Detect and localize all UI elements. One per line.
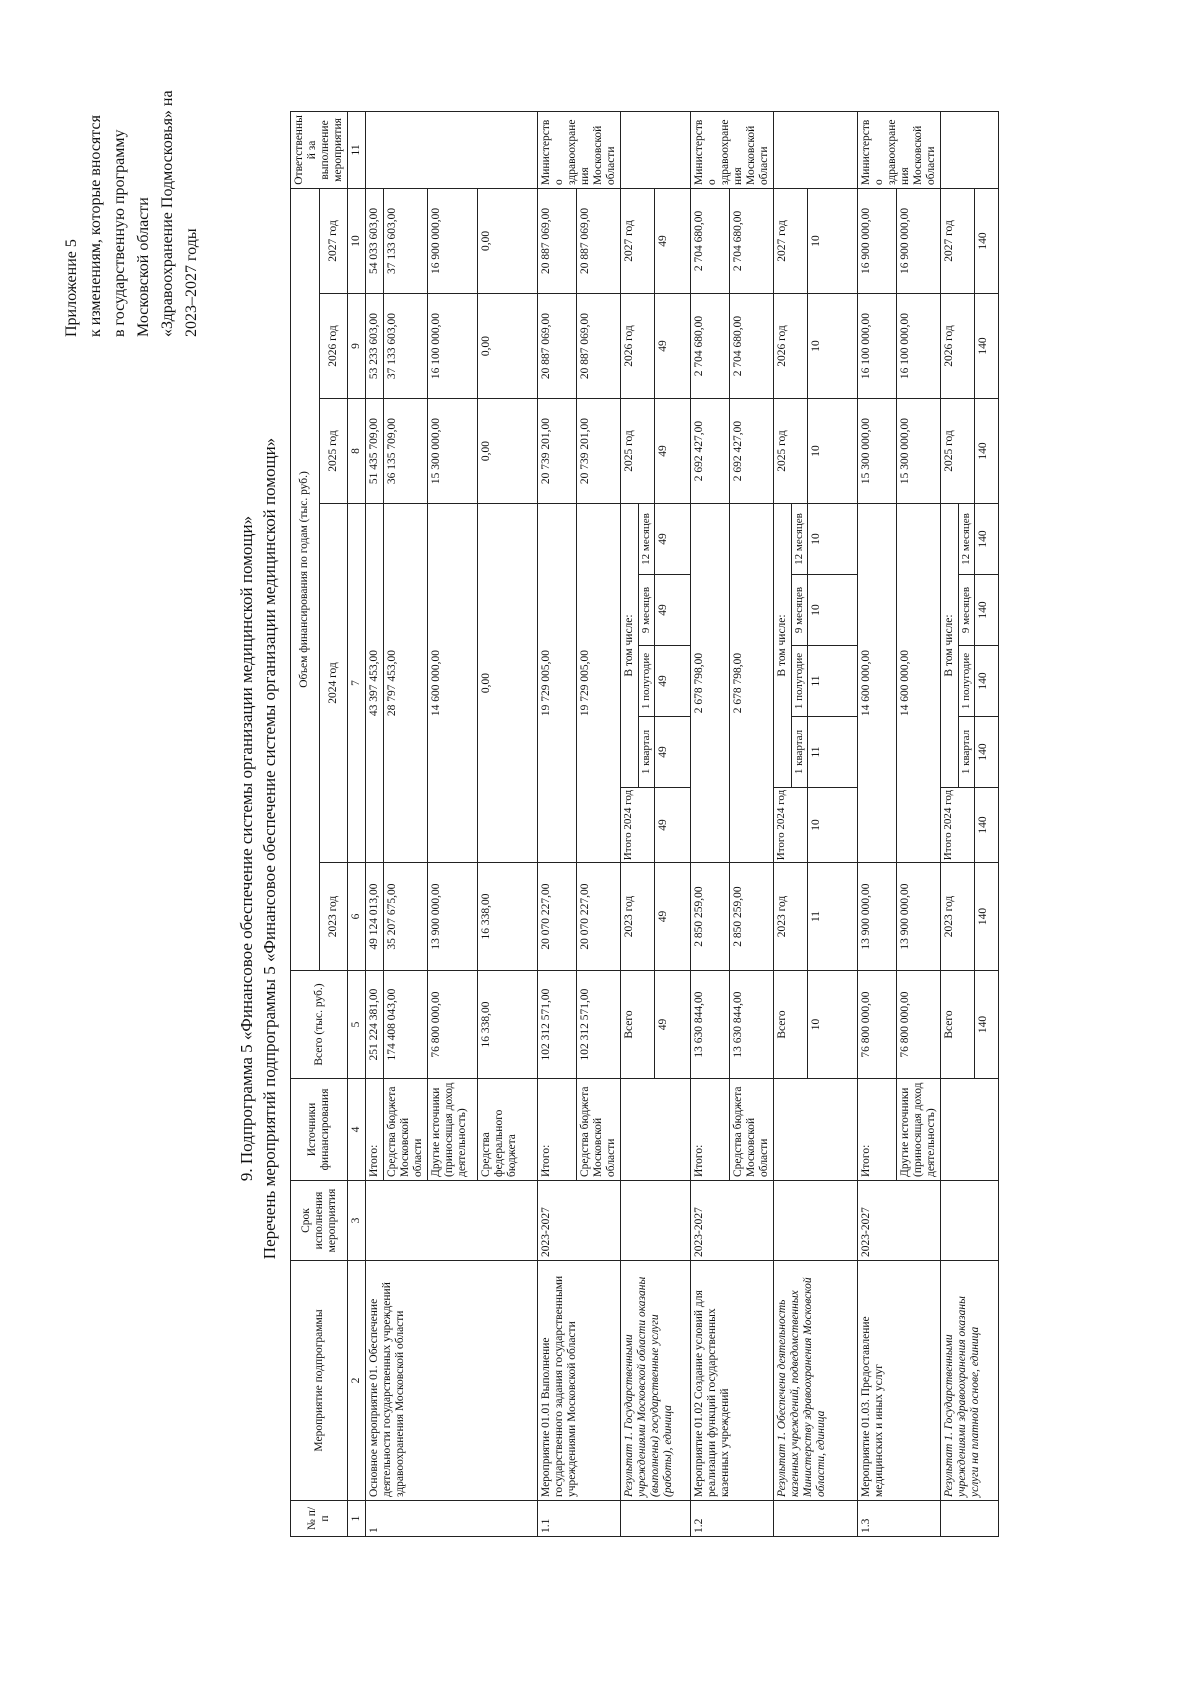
result-name: Результат 1. Государственными учреждениями Московской области оказаны (выполнены) государственные услуги (работы), единица xyxy=(621,1261,691,1501)
header-2026: 2026 год xyxy=(319,294,348,399)
result-value: 49 xyxy=(655,717,691,788)
deadline-cell xyxy=(774,1181,858,1261)
sub-total: Всего xyxy=(941,971,975,1079)
source-cell: Итого: xyxy=(858,1079,897,1181)
y2024-cell: 14 600 000,00 xyxy=(897,504,941,863)
y2023-cell: 2 850 259,00 xyxy=(691,863,730,971)
source-cell: Другие источники (приносящая доход деятельность) xyxy=(428,1079,478,1181)
header-activity: Мероприятие подпрограммы xyxy=(291,1261,348,1501)
y2027-cell: 16 900 000,00 xyxy=(858,188,897,293)
y2027-cell: 16 900 000,00 xyxy=(428,188,478,293)
header-2024: 2024 год xyxy=(319,504,348,863)
responsible-cell: Министерство здравоохранения Московской области xyxy=(858,111,941,188)
y2023-cell: 13 900 000,00 xyxy=(897,863,941,971)
result-value: 140 xyxy=(975,188,999,293)
deadline-cell xyxy=(366,1181,538,1261)
result-value: 140 xyxy=(975,294,999,399)
y2023-cell: 35 207 675,00 xyxy=(384,863,428,971)
sub-incl: В том числе: xyxy=(774,504,792,788)
table-header-row xyxy=(291,111,320,1536)
y2026-cell: 16 100 000,00 xyxy=(428,294,478,399)
sub-2027: 2027 год xyxy=(941,188,975,293)
sub-h1: 1 полугодие xyxy=(959,646,975,717)
row-num: 1.3 xyxy=(858,1501,941,1537)
deadline-cell: 2023-2027 xyxy=(691,1181,774,1261)
activity-name: Мероприятие 01.01 Выполнение государственного задания государственными учреждениями Московской области xyxy=(538,1261,621,1501)
sub-2023: 2023 год xyxy=(774,863,808,971)
subprogram-title: 9. Подпрограмма 5 «Финансовое обеспечение системы организации медицинской помощи» xyxy=(237,515,256,1182)
responsible-cell xyxy=(941,111,999,188)
result-value: 10 xyxy=(808,188,858,293)
y2025-cell: 2 692 427,00 xyxy=(730,399,774,504)
deadline-cell xyxy=(621,1181,691,1261)
activity-name: Основное мероприятие 01. Обеспечение деятельности государственных учреждений здравоохранения Московской области xyxy=(366,1261,538,1501)
sub-2023: 2023 год xyxy=(621,863,655,971)
y2027-cell: 16 900 000,00 xyxy=(897,188,941,293)
y2025-cell: 36 135 709,00 xyxy=(384,399,428,504)
sub-m12: 12 месяцев xyxy=(639,504,655,575)
result-value: 10 xyxy=(808,294,858,399)
result-name: Результат 1. Обеспечена деятельность казенных учреждений, подведомственных Министерству здравоохранения Московской области, единица xyxy=(774,1261,858,1501)
y2027-cell: 54 033 603,00 xyxy=(366,188,384,293)
result-value: 140 xyxy=(975,399,999,504)
y2027-cell: 0,00 xyxy=(478,188,538,293)
result-value: 49 xyxy=(655,788,691,863)
y2024-cell: 2 678 798,00 xyxy=(691,504,730,863)
deadline-cell: 2023-2027 xyxy=(858,1181,941,1261)
sub-2025: 2025 год xyxy=(941,399,975,504)
total-cell: 16 338,00 xyxy=(478,971,538,1079)
activities-table-wrapper xyxy=(290,112,999,1537)
y2026-cell: 37 133 603,00 xyxy=(384,294,428,399)
appendix-line: Московской области xyxy=(135,197,152,337)
result-value: 11 xyxy=(808,646,858,717)
responsible-cell: Министерство здравоохранения Московской области xyxy=(538,111,621,188)
y2024-cell: 19 729 005,00 xyxy=(577,504,621,863)
sub-h1: 1 полугодие xyxy=(639,646,655,717)
header-2023: 2023 год xyxy=(319,863,348,971)
sub-incl: В том числе: xyxy=(621,504,639,788)
activities-table xyxy=(290,111,999,1537)
sub-2025: 2025 год xyxy=(621,399,655,504)
sub-m9: 9 месяцев xyxy=(959,575,975,646)
result-value: 49 xyxy=(655,188,691,293)
sub-2026: 2026 год xyxy=(774,294,808,399)
y2027-cell: 20 887 069,00 xyxy=(577,188,621,293)
header-sources: Источники финансирования xyxy=(291,1079,348,1181)
result-header-row xyxy=(941,111,959,1536)
appendix-line: Приложение 5 xyxy=(63,239,80,337)
sub-total: Всего xyxy=(774,971,808,1079)
y2024-cell: 2 678 798,00 xyxy=(730,504,774,863)
total-cell: 102 312 571,00 xyxy=(577,971,621,1079)
result-header-row xyxy=(774,111,792,1536)
row-num xyxy=(941,1501,999,1537)
result-value: 10 xyxy=(808,788,858,863)
y2025-cell: 20 739 201,00 xyxy=(538,399,577,504)
row-num: 1.1 xyxy=(538,1501,621,1537)
y2024-cell: 14 600 000,00 xyxy=(858,504,897,863)
total-cell: 76 800 000,00 xyxy=(858,971,897,1079)
source-cell: Средства федерального бюджета xyxy=(478,1079,538,1181)
y2025-cell: 15 300 000,00 xyxy=(428,399,478,504)
y2025-cell: 20 739 201,00 xyxy=(577,399,621,504)
result-value: 49 xyxy=(655,504,691,575)
row-num xyxy=(774,1501,858,1537)
table-row xyxy=(858,111,897,1536)
result-value: 140 xyxy=(975,646,999,717)
y2024-cell: 19 729 005,00 xyxy=(538,504,577,863)
colnum: 4 xyxy=(348,1079,366,1181)
row-num: 1 xyxy=(366,1501,538,1537)
result-header-row xyxy=(621,111,639,1536)
appendix-line: в государственную программу xyxy=(111,129,128,337)
activity-name: Мероприятие 01.03. Предоставление медицинских и иных услуг xyxy=(858,1261,941,1501)
total-cell: 13 630 844,00 xyxy=(730,971,774,1079)
sub-m9: 9 месяцев xyxy=(639,575,655,646)
result-value: 140 xyxy=(975,971,999,1079)
result-value: 10 xyxy=(808,399,858,504)
source-cell: Другие источники (приносящая доход деятельность) xyxy=(897,1079,941,1181)
y2026-cell: 16 100 000,00 xyxy=(858,294,897,399)
y2024-cell: 43 397 453,00 xyxy=(366,504,384,863)
responsible-cell xyxy=(774,111,858,188)
colnum: 3 xyxy=(348,1181,366,1261)
header-num: № п/п xyxy=(291,1501,348,1537)
source-cell: Средства бюджета Московской области xyxy=(730,1079,774,1181)
y2026-cell: 2 704 680,00 xyxy=(730,294,774,399)
result-value: 140 xyxy=(975,788,999,863)
responsible-cell xyxy=(366,111,538,188)
y2025-cell: 2 692 427,00 xyxy=(691,399,730,504)
y2026-cell: 0,00 xyxy=(478,294,538,399)
colnum: 11 xyxy=(348,111,366,188)
table-row xyxy=(366,111,384,1536)
y2023-cell: 49 124 013,00 xyxy=(366,863,384,971)
sub-m12: 12 месяцев xyxy=(959,504,975,575)
colnum: 10 xyxy=(348,188,366,293)
sub-m12: 12 месяцев xyxy=(792,504,808,575)
y2027-cell: 2 704 680,00 xyxy=(730,188,774,293)
y2023-cell: 2 850 259,00 xyxy=(730,863,774,971)
y2023-cell: 13 900 000,00 xyxy=(428,863,478,971)
y2023-cell: 16 338,00 xyxy=(478,863,538,971)
y2024-cell: 0,00 xyxy=(478,504,538,863)
y2024-cell: 28 797 453,00 xyxy=(384,504,428,863)
result-name: Результат 1. Государственными учреждениями здравоохранения оказаны услуги на платной основе, единица xyxy=(941,1261,999,1501)
total-cell: 76 800 000,00 xyxy=(897,971,941,1079)
sub-incl: В том числе: xyxy=(941,504,959,788)
header-volume: Объем финансирования по годам (тыс. руб.) xyxy=(291,188,320,970)
responsible-cell: Министерство здравоохранения Московской области xyxy=(691,111,774,188)
result-value: 140 xyxy=(975,504,999,575)
result-value: 49 xyxy=(655,971,691,1079)
sub-2027: 2027 год xyxy=(774,188,808,293)
source-cell xyxy=(621,1079,691,1181)
list-title: Перечень мероприятий подпрограммы 5 «Финансовое обеспечение системы организации медицинской помощи» xyxy=(260,437,279,1260)
result-value: 49 xyxy=(655,575,691,646)
y2023-cell: 20 070 227,00 xyxy=(538,863,577,971)
colnum: 8 xyxy=(348,399,366,504)
sub-2026: 2026 год xyxy=(941,294,975,399)
total-cell: 13 630 844,00 xyxy=(691,971,730,1079)
sub-2025: 2025 год xyxy=(774,399,808,504)
y2026-cell: 20 887 069,00 xyxy=(577,294,621,399)
sub-q1: 1 квартал xyxy=(639,717,655,788)
sub-itogo-2024: Итого 2024 год xyxy=(941,788,975,863)
sub-h1: 1 полугодие xyxy=(792,646,808,717)
appendix-line: «Здравоохранение Подмосковья» на xyxy=(159,90,176,337)
y2025-cell: 51 435 709,00 xyxy=(366,399,384,504)
y2026-cell: 16 100 000,00 xyxy=(897,294,941,399)
appendix-note xyxy=(60,17,204,337)
result-value: 10 xyxy=(808,575,858,646)
total-cell: 251 224 381,00 xyxy=(366,971,384,1079)
source-cell: Итого: xyxy=(691,1079,730,1181)
sub-itogo-2024: Итого 2024 год xyxy=(774,788,808,863)
result-value: 140 xyxy=(975,575,999,646)
result-value: 49 xyxy=(655,399,691,504)
sub-q1: 1 квартал xyxy=(959,717,975,788)
source-cell xyxy=(941,1079,999,1181)
colnum: 9 xyxy=(348,294,366,399)
source-cell: Итого: xyxy=(538,1079,577,1181)
source-cell: Итого: xyxy=(366,1079,384,1181)
y2026-cell: 20 887 069,00 xyxy=(538,294,577,399)
result-value: 11 xyxy=(808,863,858,971)
colnum: 6 xyxy=(348,863,366,971)
result-value: 49 xyxy=(655,294,691,399)
total-cell: 76 800 000,00 xyxy=(428,971,478,1079)
source-cell: Средства бюджета Московской области xyxy=(384,1079,428,1181)
result-value: 49 xyxy=(655,863,691,971)
result-value: 10 xyxy=(808,971,858,1079)
y2025-cell: 15 300 000,00 xyxy=(858,399,897,504)
sub-2023: 2023 год xyxy=(941,863,975,971)
source-cell: Средства бюджета Московской области xyxy=(577,1079,621,1181)
sub-q1: 1 квартал xyxy=(792,717,808,788)
y2025-cell: 15 300 000,00 xyxy=(897,399,941,504)
y2027-cell: 37 133 603,00 xyxy=(384,188,428,293)
y2023-cell: 13 900 000,00 xyxy=(858,863,897,971)
source-cell xyxy=(774,1079,858,1181)
table-row xyxy=(538,111,577,1536)
total-cell: 102 312 571,00 xyxy=(538,971,577,1079)
sub-2027: 2027 год xyxy=(621,188,655,293)
colnum: 5 xyxy=(348,971,366,1079)
result-value: 49 xyxy=(655,646,691,717)
responsible-cell xyxy=(621,111,691,188)
column-numbers-row xyxy=(348,111,366,1536)
y2023-cell: 20 070 227,00 xyxy=(577,863,621,971)
sub-2026: 2026 год xyxy=(621,294,655,399)
colnum: 2 xyxy=(348,1261,366,1501)
result-value: 140 xyxy=(975,717,999,788)
deadline-cell xyxy=(941,1181,999,1261)
y2027-cell: 20 887 069,00 xyxy=(538,188,577,293)
colnum: 7 xyxy=(348,504,366,863)
y2024-cell: 14 600 000,00 xyxy=(428,504,478,863)
row-num xyxy=(621,1501,691,1537)
result-value: 140 xyxy=(975,863,999,971)
table-row xyxy=(691,111,730,1536)
sub-m9: 9 месяцев xyxy=(792,575,808,646)
header-deadline: Срок исполнения мероприятия xyxy=(291,1181,348,1261)
result-value: 10 xyxy=(808,504,858,575)
colnum: 1 xyxy=(348,1501,366,1537)
header-responsible: Ответственный за выполнение мероприятия xyxy=(291,111,348,188)
y2025-cell: 0,00 xyxy=(478,399,538,504)
y2027-cell: 2 704 680,00 xyxy=(691,188,730,293)
sub-total: Всего xyxy=(621,971,655,1079)
activity-name: Мероприятие 01.02 Создание условий для реализации функций государственных казенных учреждений xyxy=(691,1261,774,1501)
header-2025: 2025 год xyxy=(319,399,348,504)
header-2027: 2027 год xyxy=(319,188,348,293)
total-cell: 174 408 043,00 xyxy=(384,971,428,1079)
appendix-line: к изменениям, которые вносятся xyxy=(87,115,104,337)
header-total: Всего (тыс. руб.) xyxy=(291,971,348,1079)
y2026-cell: 2 704 680,00 xyxy=(691,294,730,399)
y2026-cell: 53 233 603,00 xyxy=(366,294,384,399)
appendix-line: 2023–2027 годы xyxy=(183,228,200,337)
row-num: 1.2 xyxy=(691,1501,774,1537)
deadline-cell: 2023-2027 xyxy=(538,1181,621,1261)
sub-itogo-2024: Итого 2024 год xyxy=(621,788,655,863)
result-value: 11 xyxy=(808,717,858,788)
